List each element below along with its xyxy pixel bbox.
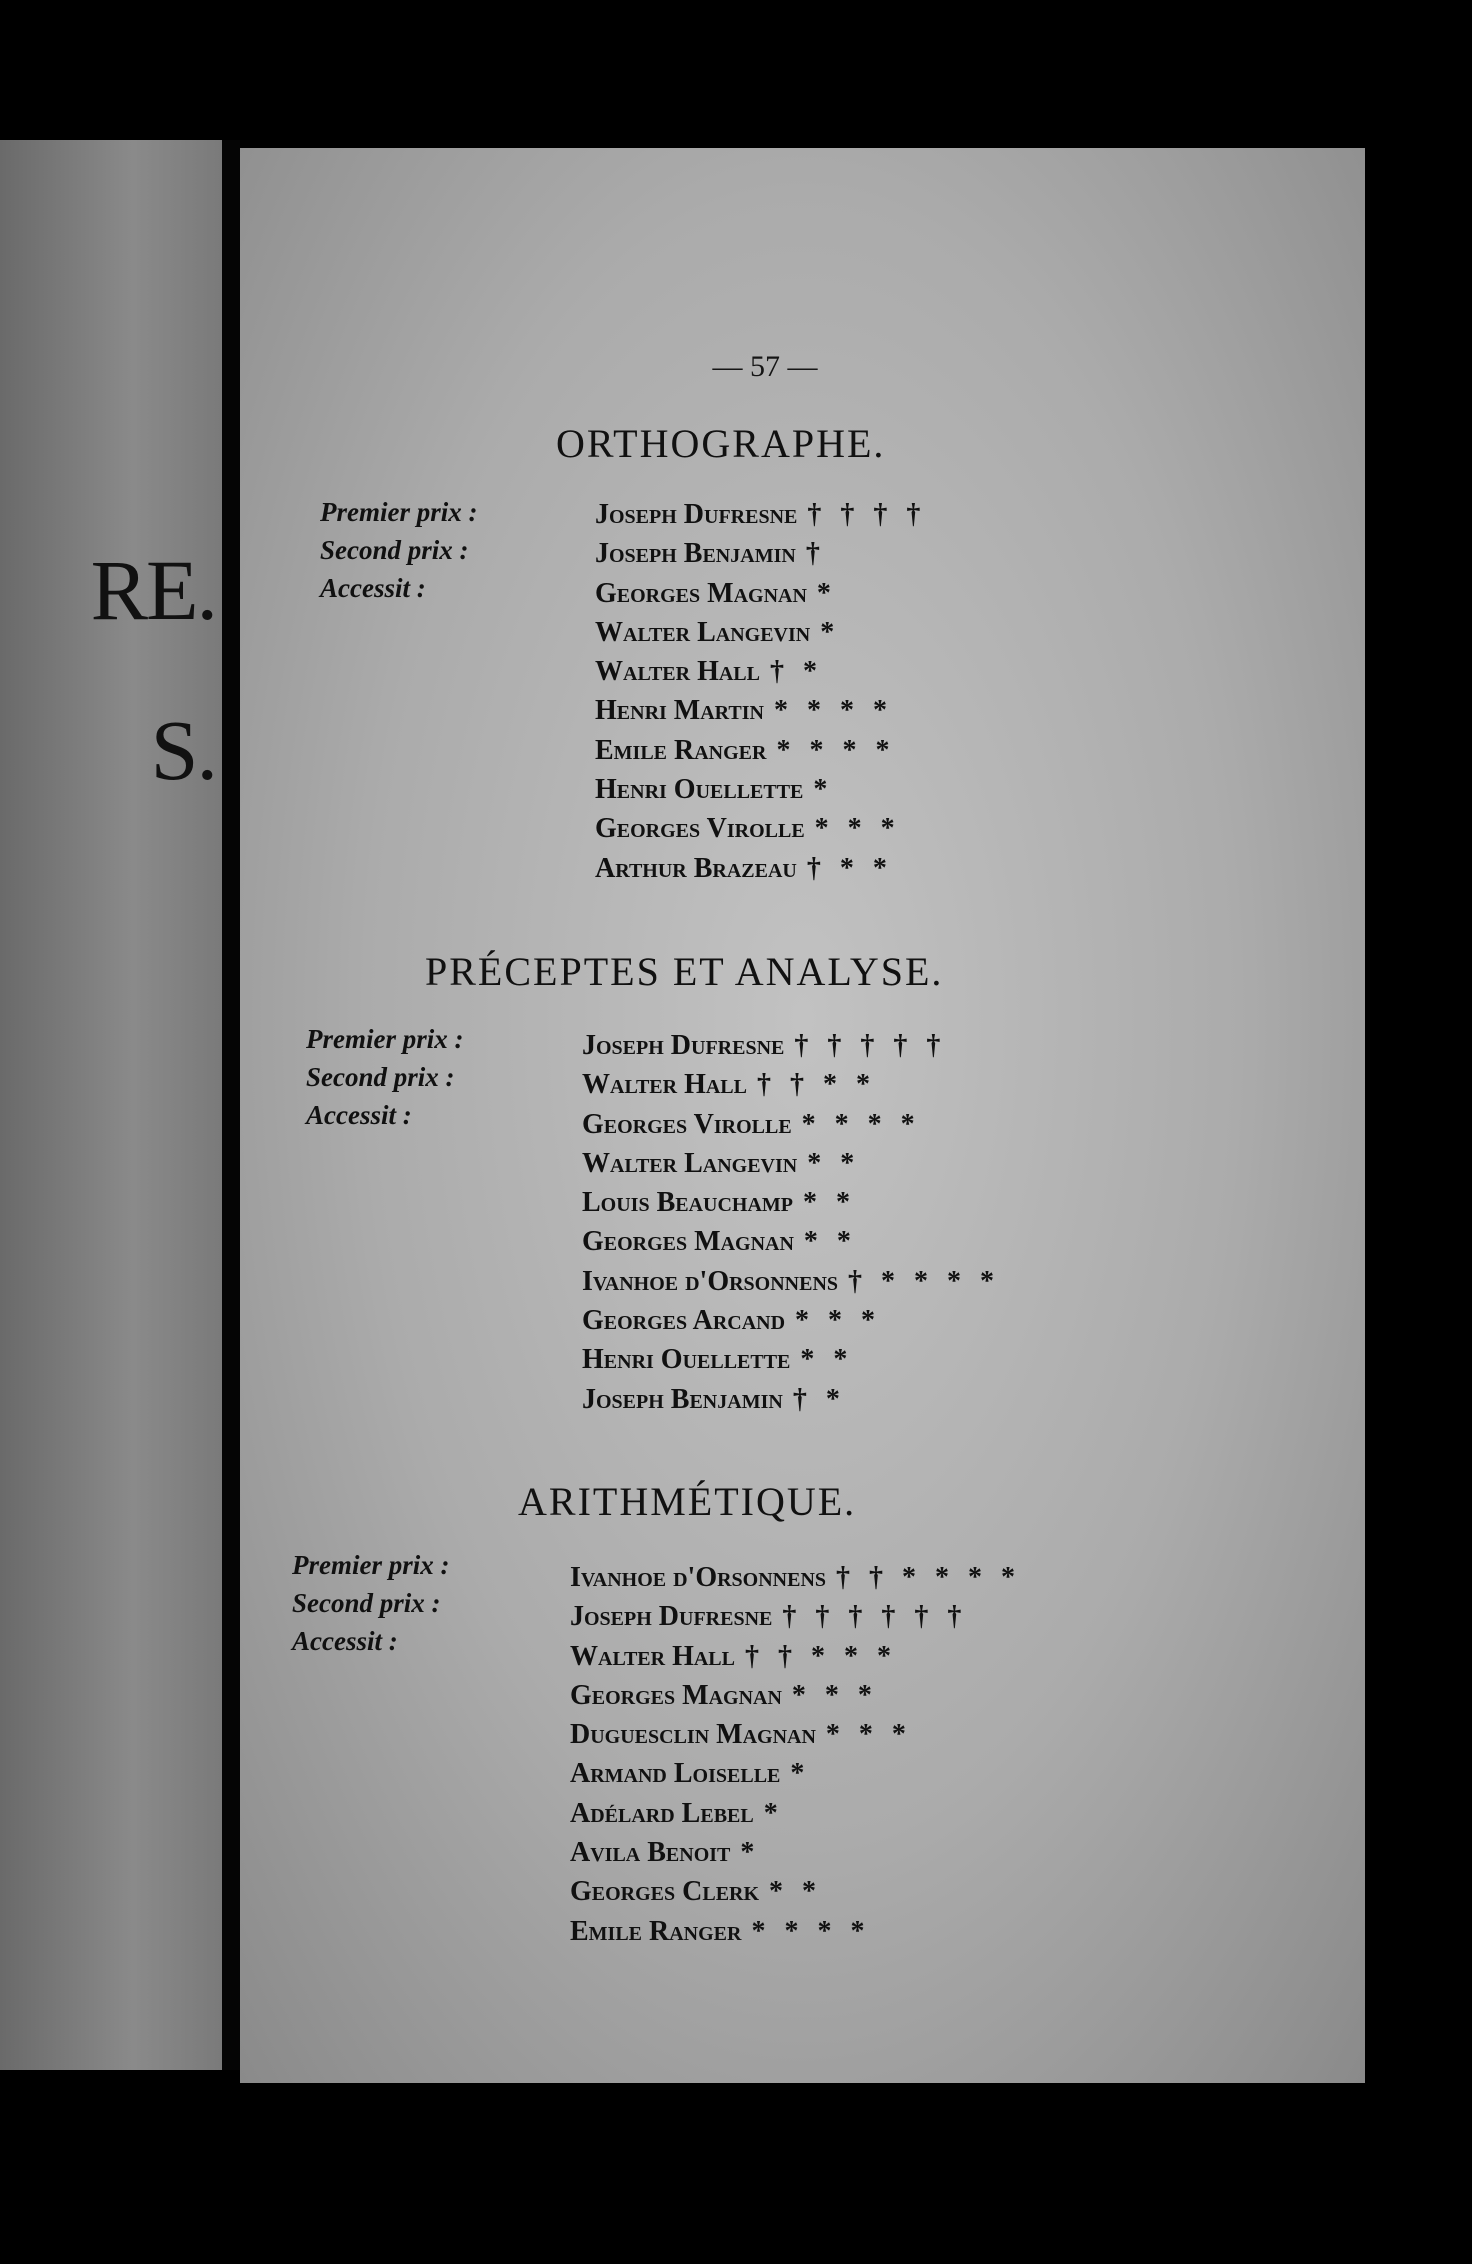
winner-name: Walter Hall	[582, 1069, 747, 1101]
award-labels	[292, 1546, 449, 1660]
winner-entry	[595, 574, 926, 613]
merit-marks: * *	[803, 1187, 857, 1219]
merit-marks: *	[813, 774, 834, 806]
winner-name: Georges Clerk	[570, 1876, 760, 1908]
merit-marks: * * * *	[776, 734, 896, 766]
winner-name: Arthur Brazeau	[595, 852, 797, 884]
merit-marks: * * *	[825, 1719, 912, 1751]
winner-name: Georges Arcand	[582, 1305, 786, 1337]
label-premier-prix: Premier prix :	[320, 497, 478, 527]
label-accessit: Accessit :	[292, 1626, 398, 1656]
winner-list	[595, 495, 926, 888]
winner-name: Ivanhoe d'Orsonnens	[582, 1265, 839, 1297]
merit-marks: † † * * * *	[836, 1562, 1022, 1593]
merit-marks: * * *	[814, 813, 901, 845]
winner-name: Georges Magnan	[595, 577, 807, 609]
winner-entry	[570, 1833, 1021, 1872]
merit-marks: * *	[807, 1147, 861, 1179]
merit-marks: * * * *	[751, 1915, 871, 1947]
winner-name: Walter Langevin	[595, 616, 811, 648]
winner-entry	[595, 809, 926, 848]
winner-entry	[582, 1065, 1000, 1104]
winner-name: Georges Virolle	[582, 1108, 792, 1140]
label-second-prix: Second prix :	[306, 1062, 455, 1092]
page-57	[240, 148, 1365, 2083]
winner-name: Georges Magnan	[582, 1226, 794, 1258]
label-second-prix: Second prix :	[320, 535, 469, 565]
merit-marks: † † † † † †	[782, 1601, 968, 1633]
left-page-fragment: S.	[150, 702, 216, 798]
winner-entry	[570, 1912, 1021, 1951]
winner-entry	[570, 1754, 1021, 1793]
winner-name: Walter Langevin	[582, 1147, 798, 1179]
label-premier-prix: Premier prix :	[306, 1024, 464, 1054]
winner-entry	[570, 1597, 1021, 1636]
winner-entry	[595, 691, 926, 730]
winner-entry	[582, 1222, 1000, 1261]
winner-name: Joseph Dufresne	[595, 499, 798, 530]
winner-entry	[582, 1183, 1000, 1222]
winner-entry	[582, 1340, 1000, 1379]
merit-marks: * * *	[795, 1305, 882, 1337]
winner-entry	[570, 1715, 1021, 1754]
winner-name: Louis Beauchamp	[582, 1187, 794, 1219]
winner-entry	[570, 1558, 1021, 1597]
left-page-edge	[0, 140, 222, 2070]
winner-entry	[595, 652, 926, 691]
merit-marks: *	[763, 1797, 784, 1829]
winner-entry	[570, 1794, 1021, 1833]
label-second-prix: Second prix :	[292, 1588, 441, 1618]
winner-entry	[595, 495, 926, 534]
winner-name: Emile Ranger	[570, 1915, 742, 1947]
winner-entry	[595, 770, 926, 809]
winner-name: Georges Virolle	[595, 813, 805, 845]
book-gutter	[222, 140, 240, 2070]
winner-name: Joseph Benjamin	[582, 1383, 783, 1415]
winner-entry	[582, 1262, 1000, 1301]
winner-name: Emile Ranger	[595, 734, 767, 766]
winner-entry	[582, 1380, 1000, 1419]
winner-name: Joseph Dufresne	[570, 1601, 773, 1633]
winner-name: Adélard Lebel	[570, 1797, 754, 1829]
merit-marks: †	[805, 538, 826, 570]
merit-marks: † † * * *	[744, 1640, 897, 1672]
winner-entry	[582, 1026, 1000, 1065]
section-title-preceptes: PRÉCEPTES ET ANALYSE.	[425, 949, 944, 994]
label-premier-prix: Premier prix :	[292, 1550, 450, 1580]
winner-entry	[595, 613, 926, 652]
winner-name: Avila Benoit	[570, 1837, 731, 1869]
winner-name: Joseph Benjamin	[595, 538, 796, 570]
winner-name: Walter Hall	[595, 656, 760, 688]
merit-marks: * * * *	[801, 1108, 921, 1140]
merit-marks: † * *	[806, 852, 893, 884]
winner-name: Henri Martin	[595, 695, 764, 727]
merit-marks: † *	[769, 656, 823, 688]
winner-entry	[582, 1144, 1000, 1183]
award-labels	[306, 1020, 463, 1134]
merit-marks: † † * *	[756, 1069, 876, 1101]
merit-marks: † *	[792, 1383, 846, 1415]
section-title-orthographe: ORTHOGRAPHE.	[556, 421, 886, 466]
award-labels	[320, 493, 477, 607]
merit-marks: * * * *	[773, 695, 893, 727]
label-accessit: Accessit :	[306, 1100, 412, 1130]
winner-name: Armand Loiselle	[570, 1758, 781, 1790]
merit-marks: † † † †	[807, 499, 927, 530]
merit-marks: * *	[803, 1226, 857, 1258]
merit-marks: *	[790, 1758, 811, 1790]
merit-marks: *	[816, 577, 837, 609]
merit-marks: *	[740, 1837, 761, 1869]
winner-entry	[570, 1872, 1021, 1911]
winner-entry	[570, 1676, 1021, 1715]
winner-entry	[595, 731, 926, 770]
winner-list	[582, 1026, 1000, 1419]
merit-marks: † * * * *	[848, 1265, 1001, 1297]
section-title-arithmetique: ARITHMÉTIQUE.	[518, 1479, 857, 1524]
left-page-fragment: RE.	[90, 542, 216, 638]
merit-marks: † † † † †	[794, 1030, 947, 1061]
winner-entry	[595, 534, 926, 573]
winner-name: Henri Ouellette	[582, 1344, 791, 1376]
winner-entry	[582, 1301, 1000, 1340]
label-accessit: Accessit :	[320, 573, 426, 603]
merit-marks: * *	[769, 1876, 823, 1908]
merit-marks: *	[820, 616, 841, 648]
winner-name: Duguesclin Magnan	[570, 1719, 816, 1751]
winner-name: Ivanhoe d'Orsonnens	[570, 1562, 827, 1593]
merit-marks: * *	[800, 1344, 854, 1376]
winner-entry	[582, 1105, 1000, 1144]
merit-marks: * * *	[791, 1679, 878, 1711]
page-number: — 57 —	[712, 350, 818, 383]
winner-entry	[595, 849, 926, 888]
winner-name: Henri Ouellette	[595, 774, 804, 806]
winner-entry	[570, 1637, 1021, 1676]
winner-name: Georges Magnan	[570, 1679, 782, 1711]
winner-name: Walter Hall	[570, 1640, 735, 1672]
winner-list	[570, 1558, 1021, 1951]
winner-name: Joseph Dufresne	[582, 1030, 785, 1061]
